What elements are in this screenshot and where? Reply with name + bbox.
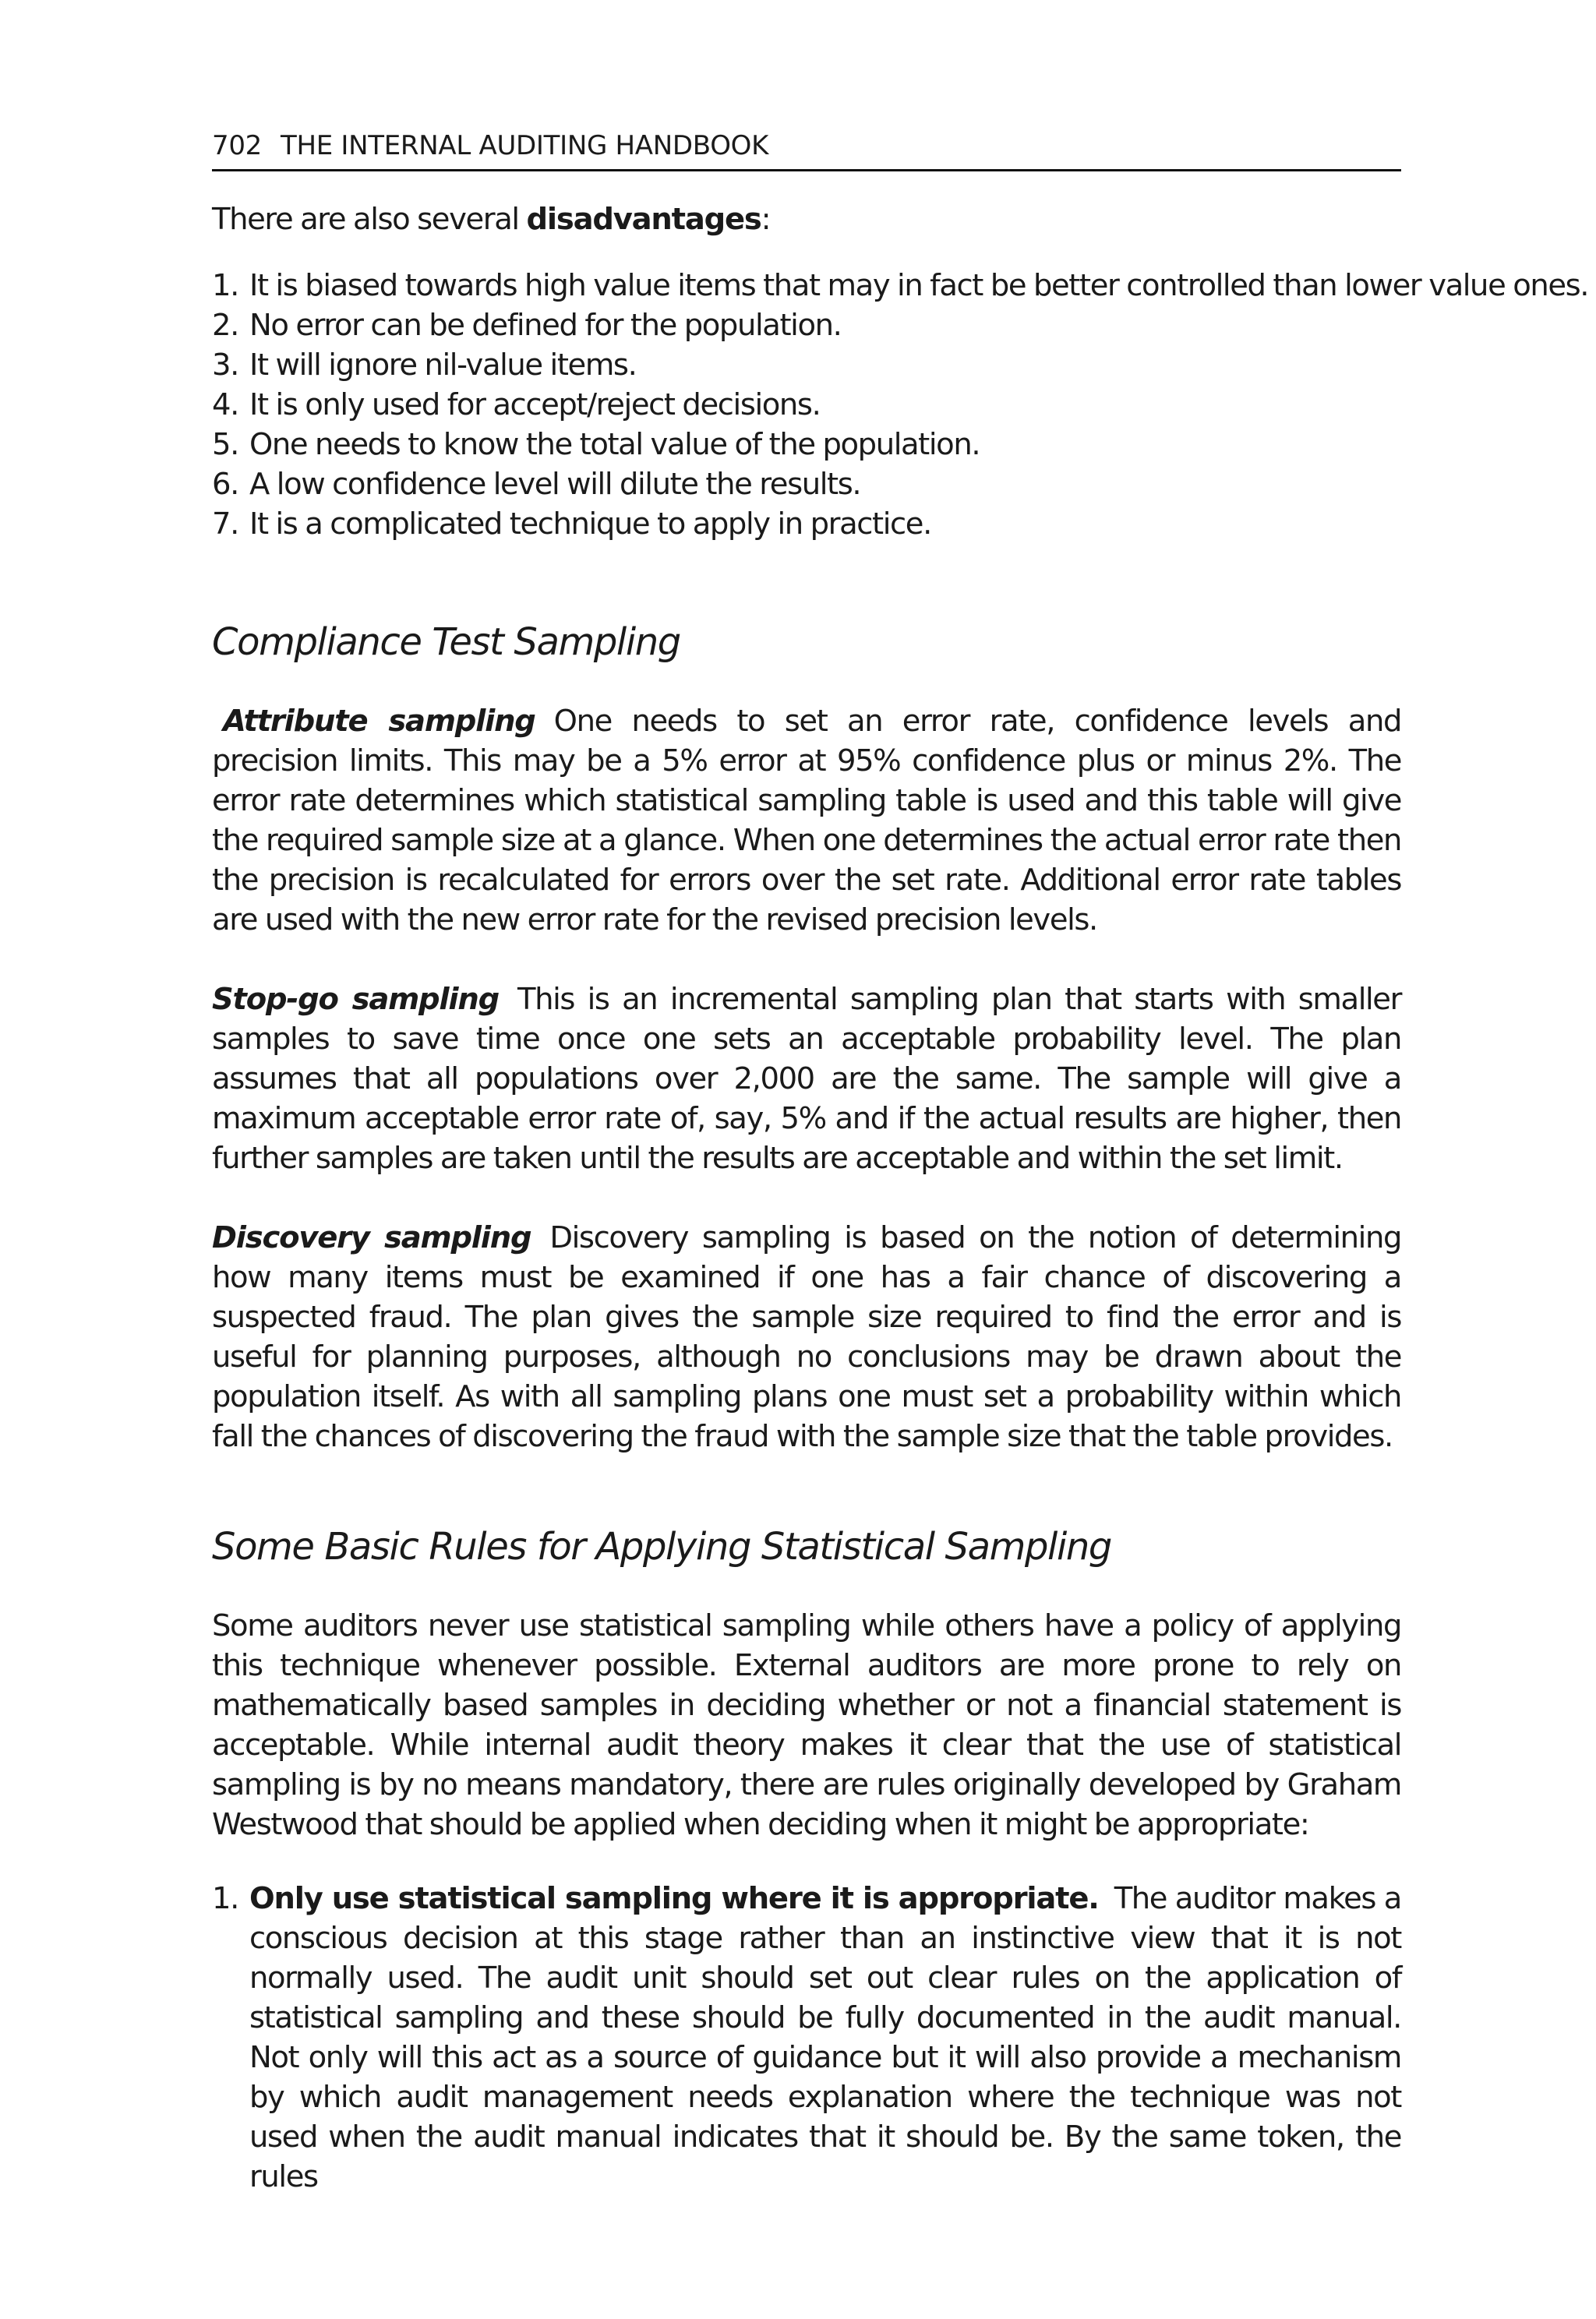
list-item-number: 1. [212, 268, 238, 303]
list-item-number: 6. [212, 467, 238, 502]
term-discovery-sampling: Discovery sampling [212, 1220, 531, 1255]
intro-suffix: : [761, 202, 771, 237]
section-heading-rules: Some Basic Rules for Applying Statistical Sampling [212, 1525, 1111, 1569]
list-item [212, 1879, 1401, 2197]
list-item-text: It is a complicated technique to apply in practice. [249, 507, 931, 542]
term-stop-go-sampling: Stop-go sampling [212, 982, 499, 1017]
list-item-text: It will ignore nil-value items. [249, 348, 637, 383]
paragraph-discovery-sampling [212, 1218, 1401, 1456]
list-item-text: It is biased towards high value items that may in fact be better controlled than lower value ones. [249, 268, 1589, 303]
list-item [212, 345, 1401, 385]
list-item-number: 3. [212, 348, 238, 383]
running-header [212, 117, 1401, 171]
paragraph-attribute-sampling [212, 701, 1401, 940]
document-page [212, 117, 1589, 2197]
paragraph-body: Discovery sampling is based on the notion of determining how many items must be examined if one has a fair chance of discovering a suspected fraud. The plan gives the sample size required to find the error and is useful for planning purposes, although no conclusions may be drawn about the population itself. As with all sampling plans one must set a probability within which fall the chances of discovering the fraud with the sample size that the table provides. [212, 1220, 1401, 1454]
rules-list [212, 1879, 1401, 2197]
list-item-text: A low confidence level will dilute the results. [249, 467, 861, 502]
list-item-number: 4. [212, 387, 238, 422]
list-item-text: One needs to know the total value of the population. [249, 427, 980, 462]
paragraph-body: One needs to set an error rate, confidence levels and precision limits. This may be a 5% error at 95% confidence plus or minus 2%. The error rate determines which statistical sampling table is used and this table will give the required sample size at a glance. When one determines the actual error rate then the precision is recalculated for errors over the set rate. Additional error rate tables are used with the new error rate for the revised precision levels. [212, 704, 1402, 937]
list-item [212, 504, 1401, 544]
list-item [212, 305, 1401, 345]
rule-body: The auditor makes a conscious decision at this stage rather than an instinctive view that it is not normally used. The audit unit should set out clear rules on the application of statistical sampling and these should be fully documented in the audit manual. Not only will this act as a source of guidance but it will also provide a mechanism by which audit management needs explanation where the technique was not used when the audit manual indicates that it should be. By the same token, the rules [249, 1881, 1402, 2194]
disadvantages-intro [212, 199, 1401, 239]
page-number: 702 [212, 130, 262, 161]
list-item-text: It is only used for accept/reject decisions. [249, 387, 821, 422]
list-item-text [249, 1879, 1401, 2197]
intro-prefix: There are also several [212, 202, 527, 237]
list-item-number: 2. [212, 308, 238, 343]
paragraph-stop-go-sampling [212, 979, 1401, 1178]
list-item [212, 385, 1401, 425]
list-item-number: 7. [212, 507, 238, 542]
intro-bold-word: disadvantages [526, 202, 761, 237]
term-attribute-sampling: Attribute sampling [223, 704, 535, 739]
list-item-number: 5. [212, 427, 238, 462]
list-item-number: 1. [212, 1881, 238, 1916]
section-heading-compliance: Compliance Test Sampling [212, 620, 680, 664]
paragraph-rules-intro: Some auditors never use statistical sampling while others have a policy of applying this technique whenever possible. External auditors are more prone to rely on mathematically based samples in deciding whether or not a financial statement is acceptable. While internal audit theory makes it clear that the use of statistical sampling is by no means mandatory, there are rules originally developed by Graham Westwood that should be applied when deciding when it might be appropriate: [212, 1608, 1401, 1842]
running-title: THE INTERNAL AUDITING HANDBOOK [281, 130, 769, 161]
paragraph-body: This is an incremental sampling plan that starts with smaller samples to save time once one sets an acceptable probability level. The plan assumes that all populations over 2,000 are the same. The sample will give a maximum acceptable error rate of, say, 5% and if the actual results are higher, then further samples are taken until the results are acceptable and within the set limit. [212, 982, 1401, 1176]
list-item [212, 425, 1401, 464]
disadvantages-list [212, 266, 1589, 544]
list-item [212, 266, 1589, 305]
list-item-text: No error can be defined for the population. [249, 308, 842, 343]
list-item [212, 464, 1401, 504]
rule-title: Only use statistical sampling where it is appropriate. [249, 1881, 1099, 1916]
